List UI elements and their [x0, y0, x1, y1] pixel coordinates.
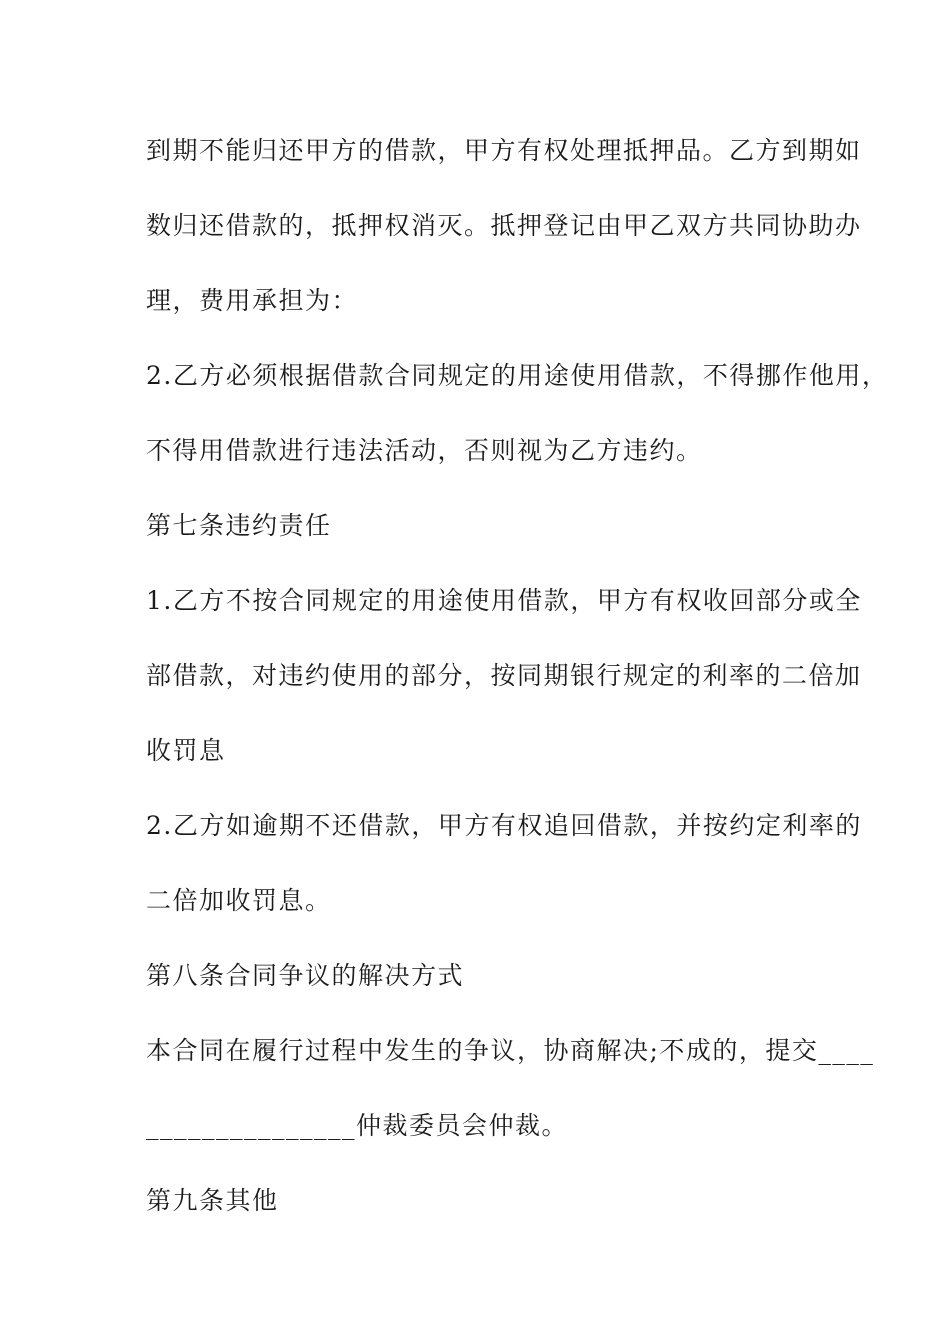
paragraph-line: 收罚息: [146, 736, 226, 765]
paragraph-line: 数归还借款的，抵押权消灭。抵押登记由甲乙双方共同协助办: [146, 211, 862, 240]
paragraph-line: 2.乙方如逾期不还借款，甲方有权追回借款，并按约定利率的: [146, 811, 862, 840]
paragraph-line: 不得用借款进行违法活动，否则视为乙方违约。: [146, 436, 703, 465]
section-heading: 第七条违约责任: [146, 511, 332, 540]
paragraph-line: 2.乙方必须根据借款合同规定的用途使用借款，不得挪作他用，: [146, 361, 889, 390]
paragraph-line: 本合同在履行过程中发生的争议，协商解决;不成的，提交____: [146, 1036, 875, 1065]
paragraph-line: 二倍加收罚息。: [146, 886, 332, 915]
paragraph-line: _______________仲裁委员会仲裁。: [146, 1111, 569, 1140]
section-heading: 第八条合同争议的解决方式: [146, 961, 465, 990]
paragraph-line: 到期不能归还甲方的借款，甲方有权处理抵押品。乙方到期如: [146, 136, 862, 165]
paragraph-line: 理，费用承担为：: [146, 286, 359, 315]
section-heading: 第九条其他: [146, 1186, 279, 1215]
paragraph-line: 1.乙方不按合同规定的用途使用借款，甲方有权收回部分或全: [146, 586, 862, 615]
paragraph-line: 部借款，对违约使用的部分，按同期银行规定的利率的二倍加: [146, 661, 862, 690]
